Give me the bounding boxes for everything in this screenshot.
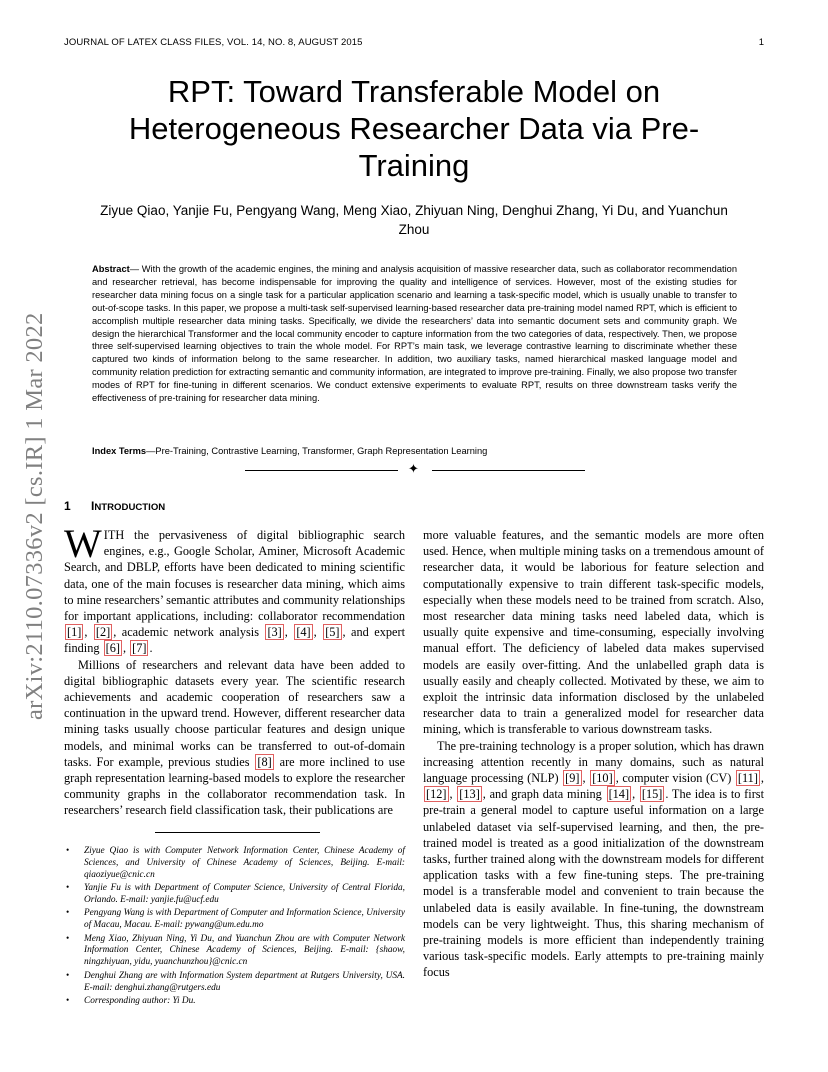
citation-link[interactable]: [10] — [592, 771, 613, 786]
citation-link[interactable]: [6] — [105, 641, 120, 656]
text-run: are more inclined to use graph representation learning-based models to explore the researcher community graphs in the collaborator recommendation task. In researchers’ research field classification task, their publications are — [64, 754, 406, 818]
text-run: The pre-training technology is a proper solution, which has drawn increasing attention recently in many domains, such as natural language processing (NLP) — [423, 738, 764, 786]
citation-link[interactable]: [3] — [267, 625, 282, 640]
abstract-text: — With the growth of the academic engines, the mining and analysis acquisition of massive researcher data, such as collaborator recommendation and researcher retrieval, has become indispensable for improving the quality and intelligence of services. However, most of the existing studies for researcher data mining focus on a single task for a particular application scenario and learning a task-specific model, which is usually unable to transfer to out-of-scope tasks. In this paper, we propose a multi-task self-supervised learning-based researcher data pre-training model named RPT, which is efficient to accomplish multiple researcher data mining tasks. Specifically, we divide the researchers’ data into semantic document sets and community graph. We design the hierarchical Transformer and the local community encoder to capture information from the two categories of data, respectively. Then, we propose three self-supervised learning objectives to train the whole model. For RPT’s main task, we leverage contrastive learning to discriminate whether these captured two kinds of information belong to the same researcher. In addition, two auxiliary tasks, named hierarchical masked language model and community relation prediction for extracting semantic and community information, are integrated to improve pre-training. Finally, we also propose two transfer modes of RPT for fine-tuning in different scenarios. We conduct extensive experiments to evaluate RPT, results on three downstream tasks verify the effectiveness of pre-training for researcher data mining. — [92, 264, 737, 404]
footnote-text: Pengyang Wang is with Department of Computer and Information Science, University of Macau, Macau. E-mail: pywang@um.edu.mo — [84, 908, 405, 931]
drop-cap: W — [64, 521, 102, 566]
footnote-text: Denghui Zhang are with Information System department at Rutgers University, USA. E-mail: denghui.zhang@rutgers.edu — [84, 970, 405, 993]
author-footnotes — [64, 846, 405, 1009]
body-column-left — [64, 521, 406, 819]
section-separator — [245, 461, 585, 476]
citation-link[interactable]: [1] — [67, 625, 82, 640]
bullet-icon: • — [66, 883, 70, 894]
citation-link[interactable]: [4] — [296, 625, 311, 640]
bullet-icon: • — [66, 970, 70, 981]
citation-link[interactable]: [12] — [426, 787, 447, 802]
paragraph-3 — [423, 738, 764, 981]
paragraph-2 — [64, 657, 405, 819]
text-run: ITH the pervasiveness of digital bibliographic search engines, e.g., Google Scholar, Aminer, Microsoft Academic Search, and DBLP, efforts have been dedicated to mining scientific data, one of the main focuses is researcher data mining, which aims to mine researchers’ semantic attributes and community relationships for important applications, including: collaborator recommendation — [64, 528, 405, 624]
bullet-icon: • — [66, 933, 70, 944]
footnote-text: Ziyue Qiao is with Computer Network Information Center, Chinese Academy of Sciences, and University of Chinese Academy of Sciences, Beijing. E-mail: qiaoziyue@cnic.cn — [84, 846, 405, 880]
separator-line-right — [432, 470, 585, 471]
text-run: , and graph data mining — [482, 787, 606, 802]
text-run: , and expert finding — [64, 625, 405, 656]
section-number: 1 — [64, 499, 71, 513]
citation-link[interactable]: [13] — [459, 787, 480, 802]
index-terms — [92, 445, 737, 458]
footnote-item — [64, 846, 405, 881]
section-title-rest: NTRODUCTION — [94, 502, 166, 513]
footnote-item — [64, 934, 405, 969]
footnote-item — [64, 971, 405, 995]
footnote-rule — [155, 832, 320, 833]
separator-line-left — [245, 470, 398, 471]
footnote-text: Corresponding author: Yi Du. — [84, 996, 196, 1006]
citation-link[interactable]: [8] — [257, 754, 272, 769]
text-run: , — [449, 787, 457, 802]
citation-link[interactable]: [11] — [737, 771, 758, 786]
text-run: , — [760, 771, 764, 786]
bullet-icon: • — [66, 996, 70, 1006]
footnote-item — [64, 996, 405, 1008]
bullet-icon: • — [66, 908, 70, 919]
section-heading-introduction — [64, 499, 165, 513]
citation-link[interactable]: [2] — [95, 625, 111, 640]
citation-link[interactable]: [7] — [132, 641, 147, 656]
footnote-text: Yanjie Fu is with Department of Computer Science, University of Central Florida, Orlando. E-mail: yanjie.fu@ucf.edu — [84, 883, 405, 905]
citation-link[interactable]: [15] — [641, 787, 663, 802]
arxiv-identifier-stamp: arXiv:2110.07336v2 [cs.IR] 1 Mar 2022 — [21, 312, 48, 720]
paragraph-2-continued: more valuable features, and the semantic models are more often used. Hence, when multiple mining tasks on a tremendous amount of researcher data, it would be laborious for feature selection and computationally expensive to train different task-specific models, especially when these models need to be trained from scratch. Also, most researcher data mining tasks need labeled data, which is usually quite expensive and time-consuming, especially involving manual effort. The deficiency of labeled data makes supervised models are easily over-fitting. And the unlabelled graph data is usually easily and cheaply collected. Motivated by these, we aim to exploit the intrinsic data information disclosed by the unlabeled researcher data to train a generalized model for researcher data mining, which is transferable to various downstream tasks. — [423, 528, 764, 737]
text-run: , — [313, 625, 323, 640]
citation-link[interactable]: [14] — [608, 787, 630, 802]
running-header: JOURNAL OF LATEX CLASS FILES, VOL. 14, NO. 8, AUGUST 2015 — [64, 37, 363, 48]
footnote-item — [64, 908, 405, 932]
text-run: , — [632, 787, 639, 802]
bullet-icon: • — [66, 846, 70, 856]
index-terms-text: —Pre-Training, Contrastive Learning, Transformer, Graph Representation Learning — [146, 446, 488, 456]
text-run: . The idea is to first pre-train a general model to capture useful information on a large unlabeled dataset via self-supervised learning, and then, the pre-trained model is treated as a good initialization of the downstream tasks, further trained along with the downstream models for different application tasks with a few fine-tuning steps. The pre-training model is a transferable model and convenient to train because the unlabeled data is easily available. In fine-tuning, the downstream models can be very lightweight. Thus, this sharing mechanism of pre-training models is more efficient than independently training various task-specific models. Early attempts to pre-training mainly focus — [423, 787, 764, 980]
page-number: 1 — [758, 37, 764, 48]
text-run: , — [582, 771, 590, 786]
paper-title: RPT: Toward Transferable Model on Heterogeneous Researcher Data via Pre-Training — [128, 74, 700, 183]
paragraph-1 — [64, 521, 405, 657]
separator-star-icon: ✦ — [408, 461, 419, 476]
text-run: Millions of researchers and relevant data have been added to digital bibliographic datasets every year. The scientific research achievements and academic cooperation of researchers saw a continuation in the upward trend. However, different researcher data mining tasks usually choose particular features and design unique models, and minimal works can be transferred to out-of-domain tasks. For example, previous studies — [64, 657, 405, 769]
text-run: , — [122, 641, 130, 656]
citation-link[interactable]: [5] — [325, 625, 340, 640]
index-terms-label: Index Terms — [92, 446, 147, 456]
section-title-initial: I — [91, 499, 95, 513]
abstract — [92, 263, 737, 405]
text-run: , — [84, 625, 93, 640]
text-run: , academic network analysis — [113, 625, 265, 640]
body-column-right — [423, 527, 764, 981]
footnote-text: Meng Xiao, Zhiyuan Ning, Yi Du, and Yuanchun Zhou are with Computer Network Information Center, Chinese Academy of Sciences, Beijing. E-mail: {shaow, ningzhiyuan, yidu, yuanchunzhou}@cnic.cn — [84, 933, 405, 968]
author-list: Ziyue Qiao, Yanjie Fu, Pengyang Wang, Meng Xiao, Zhiyuan Ning, Denghui Zhang, Yi Du, and Yuanchun Zhou — [100, 203, 728, 237]
footnote-item — [64, 883, 405, 907]
text-run: . — [149, 641, 153, 656]
abstract-label: Abstract — [92, 264, 130, 274]
text-run: , — [284, 625, 294, 640]
text-run: , computer vision (CV) — [615, 771, 735, 786]
citation-link[interactable]: [9] — [565, 771, 580, 786]
